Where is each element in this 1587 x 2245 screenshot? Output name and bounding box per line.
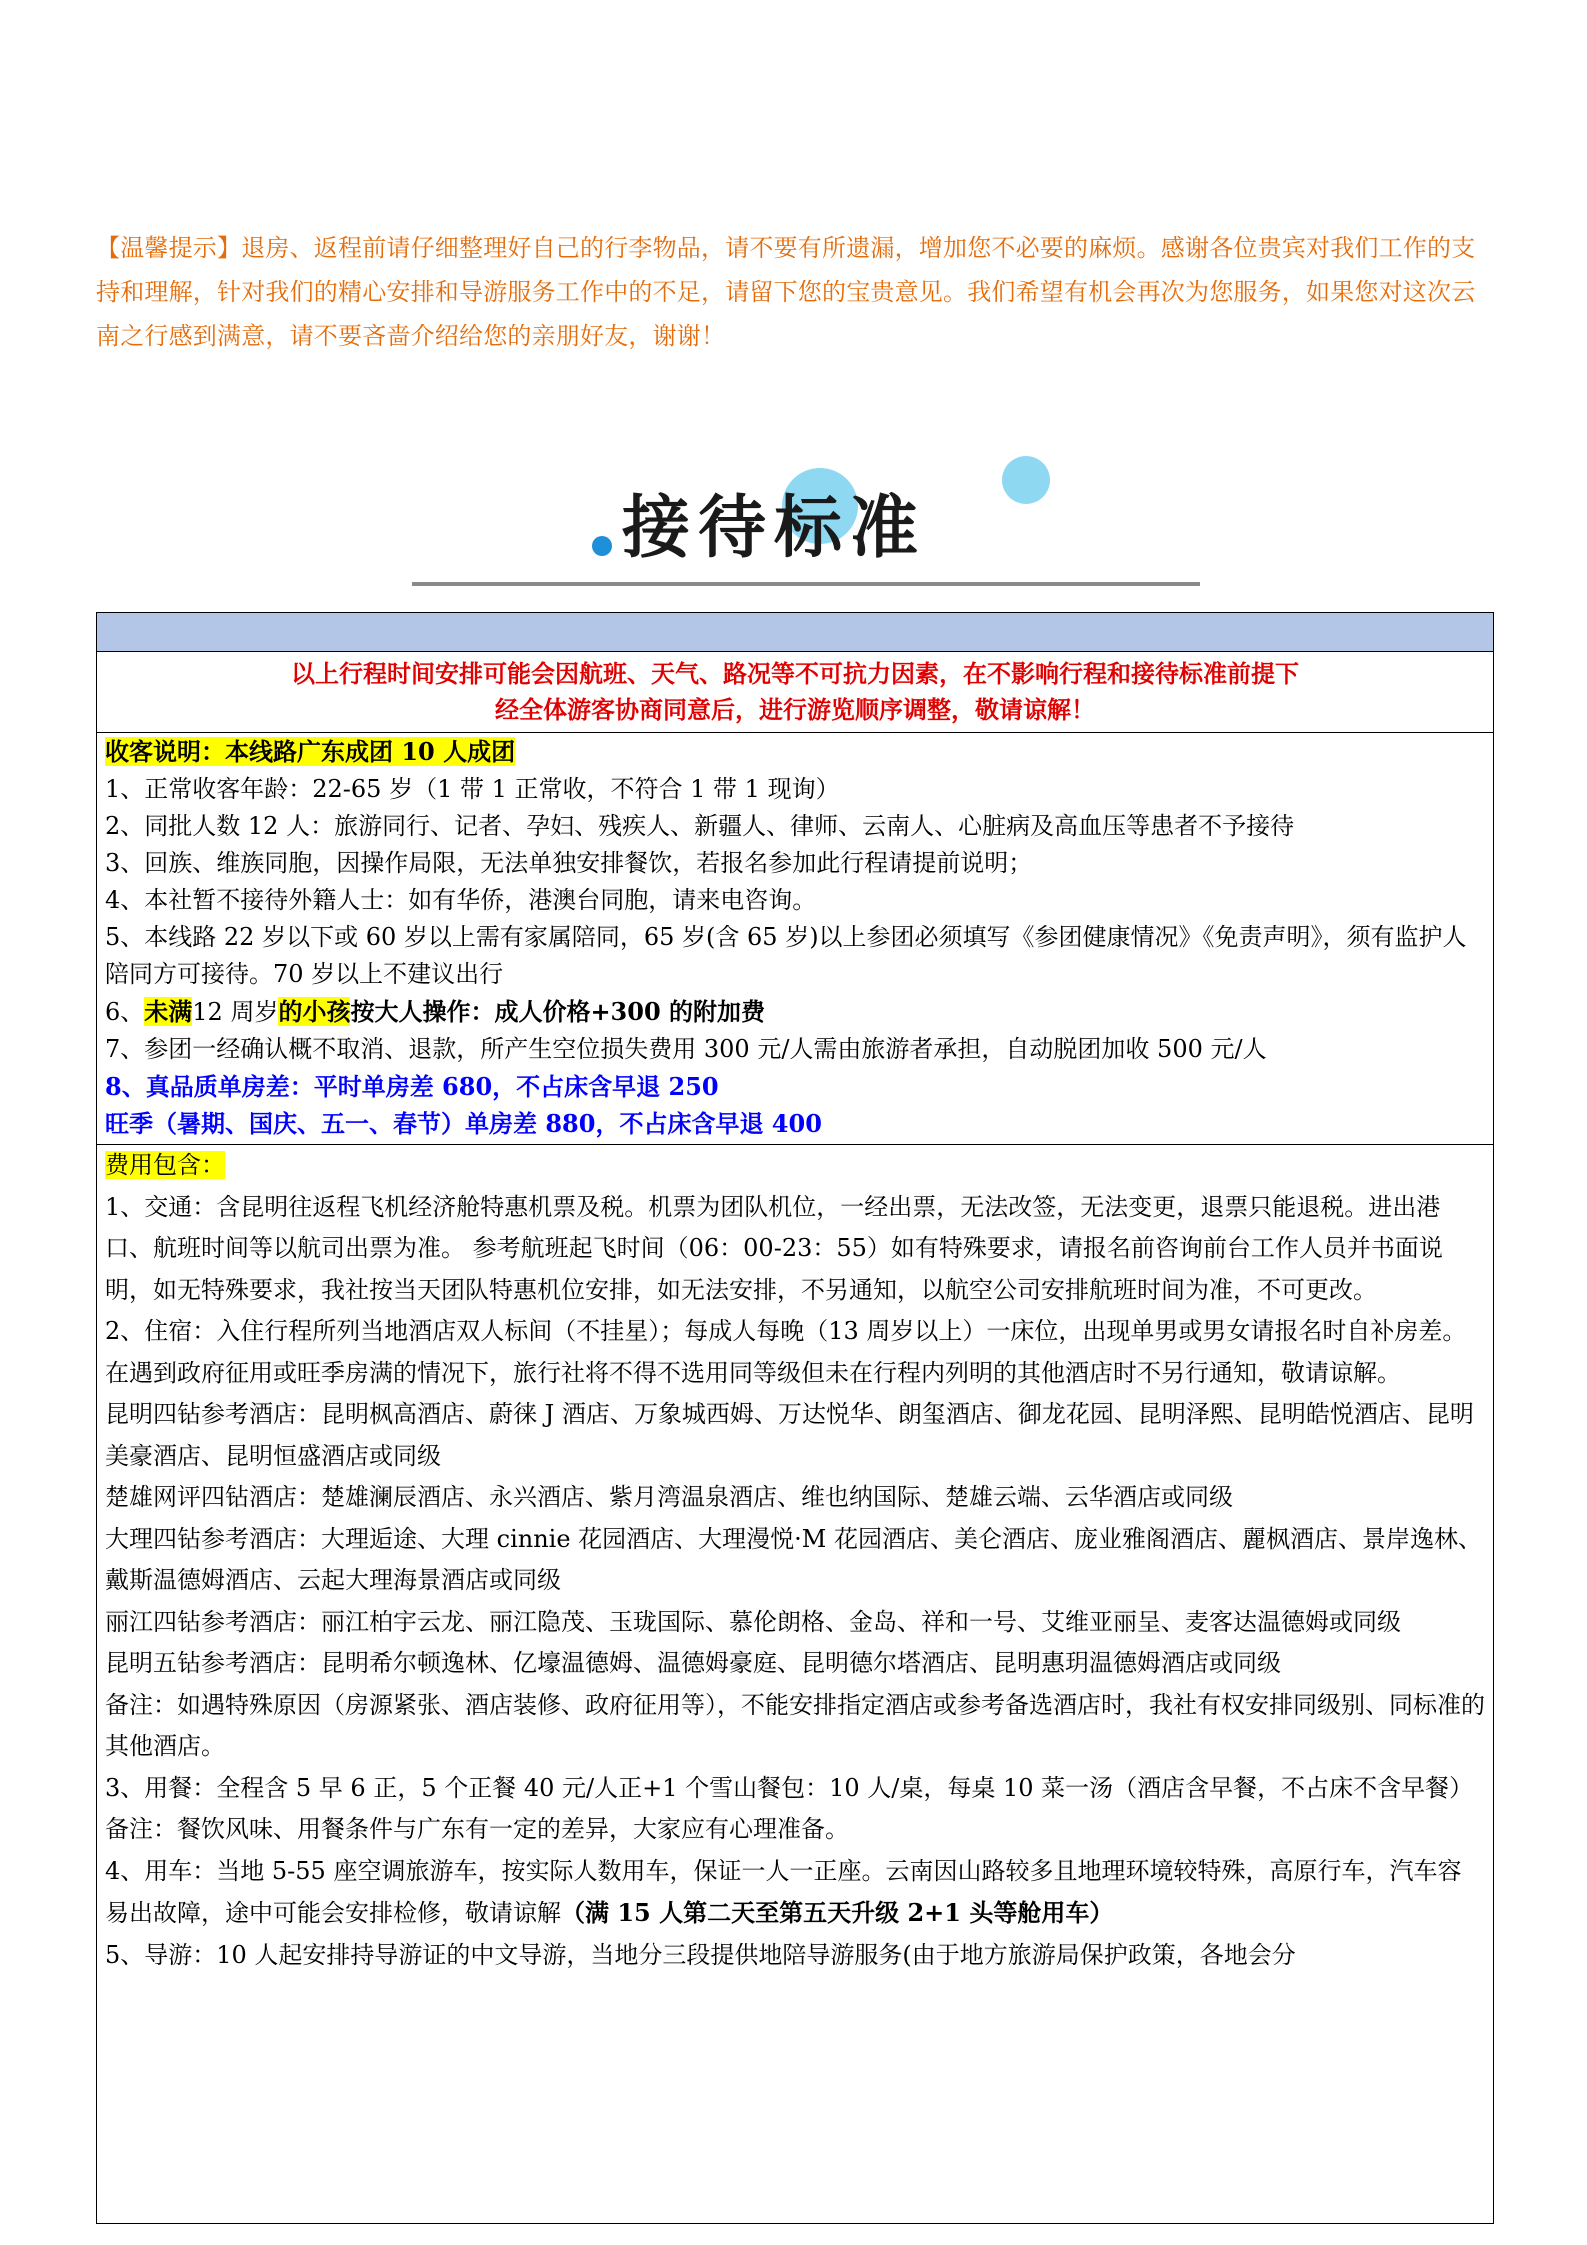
item6-prefix: 6、 [105, 998, 145, 1026]
warm-tip: 【温馨提示】退房、返程前请仔细整理好自己的行李物品，请不要有所遗漏，增加您不必要的麻烦。感谢各位贵宾对我们工作的支持和理解，针对我们的精心安排和导游服务工作中的不足，请留下您的宝贵意见。我们希望有机会再次为您服务，如果您对这次云南之行感到满意，请不要吝啬介绍给您的亲朋好友，谢谢！ [96, 234, 1476, 350]
fees-heading: 费用包含： [105, 1151, 225, 1179]
page-title: 接待标准 [622, 489, 927, 568]
section-title-banner [412, 456, 1202, 596]
item6-part4: 按大人操作：成人价格+300 的附加费 [350, 997, 766, 1026]
decor-circle-tiny [592, 536, 612, 556]
schedule-notice [97, 652, 1493, 733]
table-header-bar [97, 613, 1493, 652]
intake-item: 4、本社暂不接待外籍人士：如有华侨，港澳台同胞，请来电咨询。 [105, 886, 817, 914]
single-room-normal: 8、真品质单房差：平时单房差 680，不占床含早退 250 [105, 1072, 719, 1101]
fee-item-transport [105, 1851, 1485, 1935]
fee-item: 楚雄网评四钻酒店：楚雄澜辰酒店、永兴酒店、紫月湾温泉酒店、维也纳国际、楚雄云端、云华酒店或同级 [105, 1483, 1233, 1511]
intake-item-child [105, 993, 1485, 1031]
fee-item: 3、用餐：全程含 5 早 6 正，5 个正餐 40 元/人正+1 个雪山餐包：10 人/桌，每桌 10 菜一汤（酒店含早餐，不占床不含早餐）备注：餐饮风味、用餐条件与广东有一定的差异，大家应有心理准备。 [105, 1773, 1474, 1843]
intake-item: 3、回族、维族同胞，因操作局限，无法单独安排餐饮，若报名参加此行程请提前说明； [105, 849, 1033, 877]
fee-item: 2、住宿：入住行程所列当地酒店双人标间（不挂星）；每成人每晚（13 周岁以上）一床位，出现单男或男女请报名时自补房差。在遇到政府征用或旺季房满的情况下，旅行社将不得不选用同等级但未在行程内列明的其他酒店时不另行通知，敬请谅解。 [105, 1317, 1467, 1387]
fee-item: 5、导游：10 人起安排持导游证的中文导游，当地分三段提供地陪导游服务(由于地方旅游局保护政策，各地会分 [105, 1940, 1296, 1969]
item6-part1: 未满 [144, 997, 193, 1026]
fee-item: 昆明四钻参考酒店：昆明枫高酒店、蔚徕 J 酒店、万象城西姆、万达悦华、朗玺酒店、御龙花园、昆明泽熙、昆明皓悦酒店、昆明美豪酒店、昆明恒盛酒店或同级 [105, 1400, 1474, 1470]
fees-section [97, 1145, 1493, 1976]
intake-item: 2、同批人数 12 人：旅游同行、记者、孕妇、残疾人、新疆人、律师、云南人、心脏病及高血压等患者不予接待 [105, 812, 1295, 840]
intake-item: 1、正常收客年龄：22-65 岁（1 带 1 正常收，不符合 1 带 1 现询） [105, 775, 840, 803]
intake-item: 7、参团一经确认概不取消、退款，所产生空位损失费用 300 元/人需由旅游者承担，自动脱团加收 500 元/人 [105, 1035, 1267, 1063]
decor-circle-small [1002, 456, 1050, 504]
intake-heading: 收客说明：本线路广东成团 10 人成团 [105, 737, 516, 766]
intake-section [97, 733, 1493, 1145]
fee-item: 大理四钻参考酒店：大理逅途、大理 cinnie 花园酒店、大理漫悦·M 花园酒店、美仑酒店、庞业雅阁酒店、麗枫酒店、景岸逸林、戴斯温德姆酒店、云起大理海景酒店或同级 [105, 1524, 1482, 1594]
item6-part2: 12 周岁 [192, 998, 279, 1026]
fee-item: 丽江四钻参考酒店：丽江柏宇云龙、丽江隐茂、玉珑国际、慕伦朗格、金岛、祥和一号、艾维亚丽呈、麦客达温德姆或同级 [105, 1607, 1401, 1636]
reception-standard-table [96, 612, 1494, 2224]
intake-item: 5、本线路 22 岁以下或 60 岁以上需有家属陪同，65 岁(含 65 岁)以上参团必须填写《参团健康情况》《免责声明》，须有监护人陪同方可接待。70 岁以上不建议出行 [105, 923, 1467, 988]
title-underline [412, 582, 1200, 586]
notice-line-2: 经全体游客协商同意后，进行游览顺序调整，敬请谅解！ [495, 695, 1095, 724]
notice-line-1: 以上行程时间安排可能会因航班、天气、路况等不可抗力因素，在不影响行程和接待标准前提下 [291, 659, 1299, 688]
item4-text: 4、用车：当地 5-55 座空调旅游车，按实际人数用车，保证一人一正座。云南因山路较多且地理环境较特殊，高原行车，汽车容易出故障，途中可能会安排检修，敬请谅解 [105, 1856, 1462, 1927]
item6-part3: 的小孩 [278, 997, 351, 1026]
single-room-peak: 旺季（暑期、国庆、五一、春节）单房差 880，不占床含早退 400 [105, 1109, 822, 1138]
fee-item: 1、交通：含昆明往返程飞机经济舱特惠机票及税。机票为团队机位，一经出票，无法改签，无法变更，退票只能退税。进出港口、航班时间等以航司出票为准。 参考航班起飞时间（06：00-23：55）如有特殊要求，请报名前咨询前台工作人员并书面说明，如无特殊要求，我社按当天团队特惠机位安排，如无法安排，不另通知，以航空公司安排航班时间为准，不可更改。 [105, 1192, 1443, 1304]
item4-bold: （满 15 人第二天至第五天升级 2+1 头等舱用车） [561, 1898, 1114, 1927]
fee-item: 备注：如遇特殊原因（房源紧张、酒店装修、政府征用等），不能安排指定酒店或参考备选酒店时，我社有权安排同级别、同标准的其他酒店。 [105, 1690, 1485, 1760]
fee-item: 昆明五钻参考酒店：昆明希尔顿逸林、亿壕温德姆、温德姆豪庭、昆明德尔塔酒店、昆明惠玥温德姆酒店或同级 [105, 1649, 1281, 1677]
